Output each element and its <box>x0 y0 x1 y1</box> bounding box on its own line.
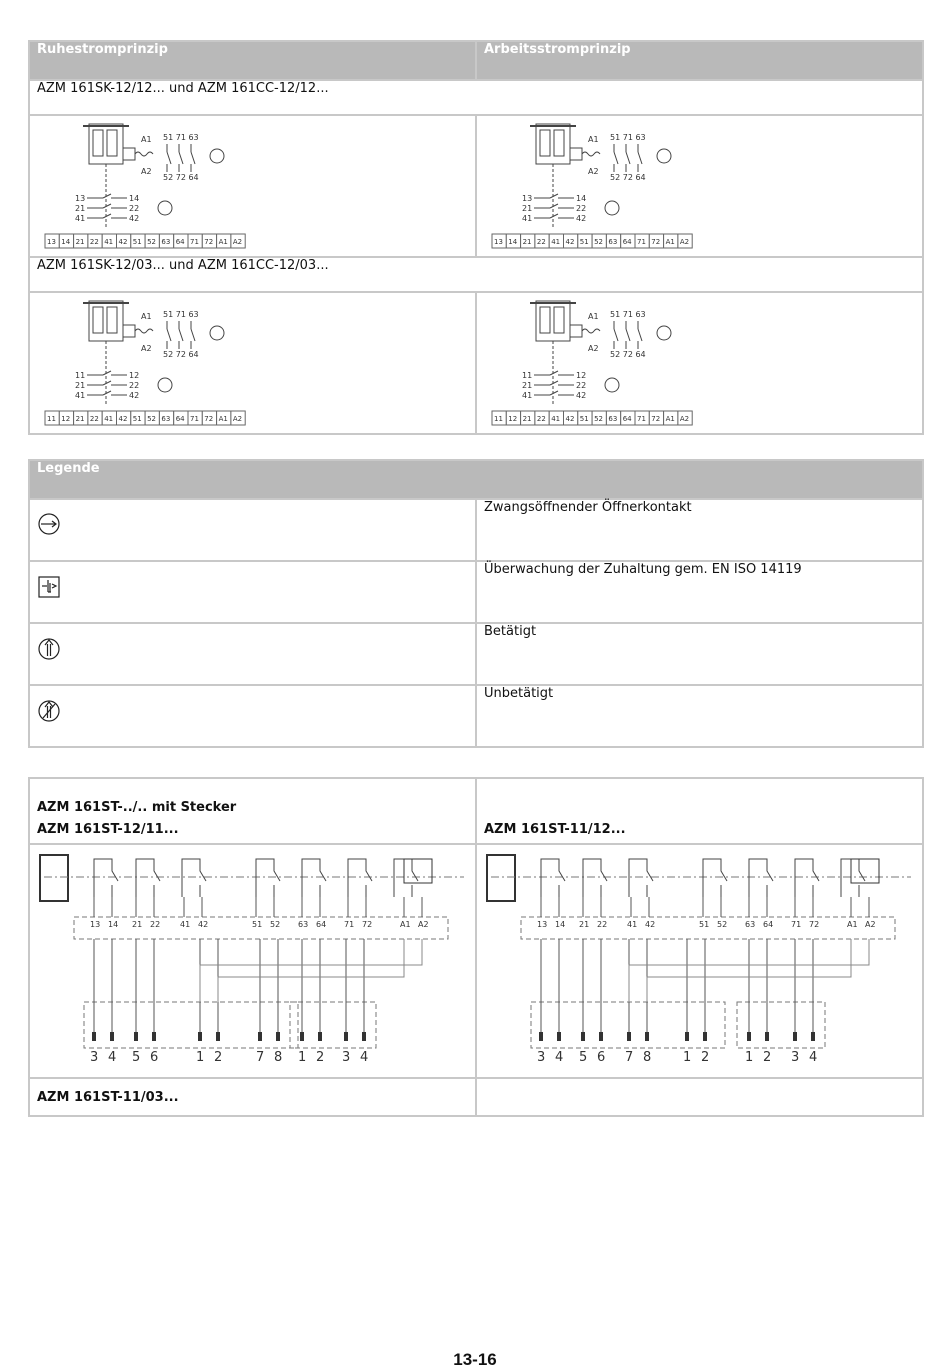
terminal-label: 72 <box>651 238 661 246</box>
terminal-label: 21 <box>75 238 85 246</box>
pin-label: 6 <box>150 1050 159 1065</box>
terminal-label: 71 <box>791 920 802 929</box>
pin <box>258 1032 262 1041</box>
contact-terminal-label: 11 <box>522 371 533 380</box>
terminal-label: 71 <box>637 415 646 423</box>
contact <box>348 859 372 897</box>
pin-label: 5 <box>579 1050 588 1065</box>
connector-bottom-left-label: AZM 161ST-11/03... <box>29 1078 476 1116</box>
contacts-bottom-label: 52 72 64 <box>610 173 646 182</box>
connector-block <box>737 1002 825 1048</box>
contacts-bottom-label: 52 72 64 <box>163 350 199 359</box>
terminal-label: 51 <box>579 238 589 246</box>
coil-wire <box>200 939 422 1002</box>
state-symbol <box>605 201 619 215</box>
terminal-label: 52 <box>270 920 281 929</box>
legend-text-positive-break: Zwangsöffnender Öffnerkontakt <box>476 499 923 561</box>
actuator-slot <box>93 307 103 333</box>
coil-a1-label: A1 <box>141 135 152 144</box>
contact-blade <box>191 152 195 164</box>
terminal-label: 64 <box>622 238 632 246</box>
terminal-label: 22 <box>536 415 546 423</box>
terminal-label: 71 <box>190 415 199 423</box>
connector-right-label-cell <box>476 778 923 844</box>
terminal-label: 41 <box>627 920 638 929</box>
terminal-label: 42 <box>645 920 656 929</box>
connector-wiring-diagram-right <box>481 847 917 1073</box>
terminal-label: A2 <box>232 415 243 423</box>
coil <box>570 148 582 160</box>
coil-spring <box>135 329 153 333</box>
terminal-label: 22 <box>536 238 546 246</box>
contact-diagram-arbeit-12-03 <box>484 293 714 429</box>
pin <box>581 1032 585 1041</box>
terminal-label: 41 <box>104 415 114 423</box>
pin-label: 4 <box>555 1050 564 1065</box>
pin-label: 3 <box>791 1050 800 1065</box>
terminal-label: 63 <box>161 415 171 423</box>
terminal-label: 41 <box>551 238 561 246</box>
connector-left-label: AZM 161ST-12/11... <box>37 822 179 837</box>
terminal-label: 22 <box>150 920 161 929</box>
contact-terminal-label: 42 <box>129 391 140 400</box>
terminal-label: 14 <box>108 920 119 929</box>
contact-blade <box>550 371 558 375</box>
contact-terminal-label: 42 <box>576 214 587 223</box>
contact-terminal-label: 11 <box>75 371 86 380</box>
pin <box>539 1032 543 1041</box>
terminal-label: 13 <box>47 238 56 246</box>
terminal-label: 42 <box>565 415 575 423</box>
connector-title-cell <box>29 778 476 844</box>
contact-diagram-ruhe-12-12 <box>37 116 267 252</box>
coil-spring <box>135 152 153 156</box>
contact-terminal-label: 21 <box>75 204 86 213</box>
terminal-label: 41 <box>551 415 561 423</box>
actuated-icon <box>37 636 63 662</box>
coil-a1-label: A1 <box>141 312 152 321</box>
terminal-label: A1 <box>218 415 228 423</box>
contact-diagram-ruhe-12-03 <box>37 293 267 429</box>
state-symbol <box>657 326 671 340</box>
pin <box>811 1032 815 1041</box>
terminal-label: A2 <box>679 415 690 423</box>
terminal-label: 51 <box>132 415 142 423</box>
contact-terminal-label: 21 <box>75 381 86 390</box>
diagram-cell-ruhe-12-03 <box>29 292 476 434</box>
terminal-label: A1 <box>665 238 675 246</box>
legend-text-betaetigt: Betätigt <box>476 623 923 685</box>
terminal-label: 11 <box>494 415 503 423</box>
contact-blade <box>614 329 618 341</box>
coil-spring <box>582 329 600 333</box>
state-symbol <box>158 201 172 215</box>
coil-wire <box>218 939 404 1002</box>
pin <box>627 1032 631 1041</box>
terminal-label: 13 <box>90 920 101 929</box>
contact-blade <box>103 371 111 375</box>
pin <box>645 1032 649 1041</box>
terminal-label: 64 <box>763 920 774 929</box>
contact-blade <box>550 381 558 385</box>
diagram-cell-ruhe-12-12 <box>29 115 476 257</box>
state-symbol <box>210 149 224 163</box>
contact-terminal-label: 22 <box>576 204 587 213</box>
coil <box>570 325 582 337</box>
contact <box>749 859 773 897</box>
pin-label: 7 <box>625 1050 634 1065</box>
page-number: 13-16 <box>453 1350 497 1369</box>
terminal-label: 42 <box>565 238 575 246</box>
diagram-cell-arbeit-12-03 <box>476 292 923 434</box>
terminal-label: 63 <box>608 238 618 246</box>
contact-terminal-label: 14 <box>576 194 587 203</box>
contact <box>703 859 727 897</box>
terminal-label: 13 <box>494 238 503 246</box>
pin <box>599 1032 603 1041</box>
legend-icon-cell <box>29 561 476 623</box>
contact-blade <box>638 329 642 341</box>
pin-label: 4 <box>108 1050 117 1065</box>
pin <box>110 1032 114 1041</box>
pin-label: 4 <box>360 1050 369 1065</box>
terminal-label: 63 <box>298 920 309 929</box>
terminal-label: 63 <box>608 415 618 423</box>
pin-label: 3 <box>90 1050 99 1065</box>
terminal-label: 22 <box>89 415 99 423</box>
row-label-12-12: AZM 161SK-12/12... und AZM 161CC-12/12... <box>29 80 923 115</box>
contact-blade <box>179 152 183 164</box>
terminal-label: A2 <box>232 238 243 246</box>
legend-table <box>28 459 924 748</box>
terminal-label: 52 <box>594 415 604 423</box>
pin-label: 3 <box>342 1050 351 1065</box>
pin-label: 5 <box>132 1050 141 1065</box>
terminal-label: A2 <box>418 920 429 929</box>
terminal-label: 72 <box>362 920 373 929</box>
actuator-slot <box>107 130 117 156</box>
connector-block <box>290 1002 376 1048</box>
terminal-label: 41 <box>104 238 114 246</box>
terminal-label: 14 <box>508 238 518 246</box>
actuator-slot <box>554 307 564 333</box>
pin-label: 1 <box>196 1050 205 1065</box>
pin-label: 2 <box>214 1050 223 1065</box>
terminal-label: 52 <box>147 238 157 246</box>
terminal-label: 41 <box>180 920 191 929</box>
terminal-label: 52 <box>594 238 604 246</box>
connector-bottom-right-empty <box>476 1078 923 1116</box>
not-actuated-icon <box>37 698 63 724</box>
contact-blade <box>614 152 618 164</box>
terminal-label: 52 <box>147 415 157 423</box>
terminal-label: 51 <box>699 920 710 929</box>
terminal-label: 21 <box>132 920 143 929</box>
terminal-label: 64 <box>175 238 185 246</box>
coil <box>851 859 879 883</box>
contact <box>629 859 653 897</box>
coil <box>123 325 135 337</box>
contact-blade <box>103 194 111 198</box>
legend-header: Legende <box>29 460 923 499</box>
terminal-label: 11 <box>47 415 56 423</box>
contact-blade <box>191 329 195 341</box>
contact <box>583 859 607 897</box>
coil <box>123 148 135 160</box>
terminal-label: A1 <box>218 238 228 246</box>
contact <box>302 859 326 897</box>
contact-blade <box>167 329 171 341</box>
terminal-label: 21 <box>75 415 85 423</box>
contact-terminal-label: 41 <box>75 391 86 400</box>
legend-icon-cell <box>29 685 476 747</box>
contacts-top-label: 51 71 63 <box>610 133 646 142</box>
pin-label: 2 <box>763 1050 772 1065</box>
terminal-label: A1 <box>847 920 858 929</box>
legend-text-unbetaetigt: Unbetätigt <box>476 685 923 747</box>
coil-a2-label: A2 <box>588 344 599 353</box>
contact <box>541 859 565 897</box>
pin <box>747 1032 751 1041</box>
terminal-label: 42 <box>118 238 128 246</box>
terminal-label: 72 <box>809 920 820 929</box>
contact-blade <box>179 329 183 341</box>
contact-blade <box>103 214 111 218</box>
interlock-monitoring-icon <box>37 574 63 600</box>
pin <box>198 1032 202 1041</box>
terminal-label: 72 <box>651 415 661 423</box>
contacts-bottom-label: 52 72 64 <box>163 173 199 182</box>
terminal-label: 13 <box>537 920 548 929</box>
actuator-head <box>40 855 68 901</box>
terminal-label: 72 <box>204 238 214 246</box>
contact-blade <box>550 214 558 218</box>
pin <box>92 1032 96 1041</box>
contact-terminal-label: 42 <box>129 214 140 223</box>
contact <box>94 859 118 897</box>
legend-text-interlock: Überwachung der Zuhaltung gem. EN ISO 14119 <box>476 561 923 623</box>
actuator-slot <box>554 130 564 156</box>
pin <box>703 1032 707 1041</box>
contact-terminal-label: 22 <box>129 381 140 390</box>
contact-terminal-label: 42 <box>576 391 587 400</box>
terminal-label: 51 <box>132 238 142 246</box>
contact-terminal-label: 13 <box>75 194 86 203</box>
terminal-label: 12 <box>508 415 518 423</box>
contacts-bottom-label: 52 72 64 <box>610 350 646 359</box>
diagram-cell-arbeit-12-12 <box>476 115 923 257</box>
pin-label: 1 <box>683 1050 692 1065</box>
terminal-label: 22 <box>89 238 99 246</box>
terminal-label: 21 <box>579 920 590 929</box>
contact <box>136 859 160 897</box>
pin <box>765 1032 769 1041</box>
pin-label: 8 <box>274 1050 283 1065</box>
terminal-label: 51 <box>252 920 263 929</box>
contact-diagram-arbeit-12-12 <box>484 116 714 252</box>
contact-blade <box>626 152 630 164</box>
pin-label: 3 <box>537 1050 546 1065</box>
contact-blade <box>550 204 558 208</box>
contact-blade <box>167 152 171 164</box>
terminal-label: 21 <box>522 238 532 246</box>
legend-icon-cell <box>29 623 476 685</box>
contact-terminal-label: 12 <box>129 371 140 380</box>
pin <box>318 1032 322 1041</box>
pin <box>134 1032 138 1041</box>
contact <box>841 859 865 897</box>
connector-table <box>28 777 924 1117</box>
contacts-top-label: 51 71 63 <box>163 133 199 142</box>
contact-terminal-label: 41 <box>522 214 533 223</box>
terminal-label: 42 <box>198 920 209 929</box>
header-ruhestromprinzip: Ruhestromprinzip <box>29 41 476 80</box>
contact-blade <box>103 391 111 395</box>
terminal-label: 64 <box>175 415 185 423</box>
contacts-top-label: 51 71 63 <box>163 310 199 319</box>
contact-terminal-label: 41 <box>75 214 86 223</box>
contact-blade <box>550 391 558 395</box>
contacts-top-label: 51 71 63 <box>610 310 646 319</box>
contact <box>182 859 206 897</box>
pin <box>793 1032 797 1041</box>
pin-label: 1 <box>298 1050 307 1065</box>
terminal-label: 64 <box>316 920 327 929</box>
contact <box>256 859 280 897</box>
pin <box>216 1032 220 1041</box>
wiring-cell-left <box>29 844 476 1078</box>
pin-label: 2 <box>701 1050 710 1065</box>
contact-terminal-label: 21 <box>522 204 533 213</box>
connector-right-label: AZM 161ST-11/12... <box>484 822 626 837</box>
terminal-label: 63 <box>161 238 171 246</box>
terminal-label: A1 <box>400 920 411 929</box>
state-symbol <box>657 149 671 163</box>
terminal-label: 71 <box>344 920 355 929</box>
terminal-label: A2 <box>865 920 876 929</box>
pin <box>276 1032 280 1041</box>
contact-blade <box>638 152 642 164</box>
terminal-label: 63 <box>745 920 756 929</box>
pin <box>152 1032 156 1041</box>
pin-label: 2 <box>316 1050 325 1065</box>
contact-terminal-label: 13 <box>522 194 533 203</box>
wiring-cell-right <box>476 844 923 1078</box>
coil-a2-label: A2 <box>141 167 152 176</box>
terminal-label: 14 <box>555 920 566 929</box>
terminal-label: 71 <box>190 238 199 246</box>
terminal-label: 52 <box>717 920 728 929</box>
positive-break-icon <box>37 512 63 538</box>
terminal-label: 12 <box>61 415 71 423</box>
terminal-label: 71 <box>637 238 646 246</box>
pin-label: 7 <box>256 1050 265 1065</box>
terminal-label: A1 <box>665 415 675 423</box>
terminal-label: A2 <box>679 238 690 246</box>
pin-label: 6 <box>597 1050 606 1065</box>
pin-label: 4 <box>809 1050 818 1065</box>
pin <box>557 1032 561 1041</box>
contact-blade <box>626 329 630 341</box>
connector-wiring-diagram-left <box>34 847 470 1073</box>
coil-spring <box>582 152 600 156</box>
coil-a2-label: A2 <box>588 167 599 176</box>
contact-terminal-label: 22 <box>576 381 587 390</box>
contact-terminal-label: 12 <box>576 371 587 380</box>
terminal-label: 14 <box>61 238 71 246</box>
terminal-label: 42 <box>118 415 128 423</box>
connector-block <box>84 1002 298 1048</box>
pin-label: 1 <box>745 1050 754 1065</box>
terminal-label: 64 <box>622 415 632 423</box>
pin-label: 8 <box>643 1050 652 1065</box>
terminal-label: 51 <box>579 415 589 423</box>
coil-a2-label: A2 <box>141 344 152 353</box>
coil-a1-label: A1 <box>588 135 599 144</box>
wiring-principle-table <box>28 40 924 435</box>
row-label-12-03: AZM 161SK-12/03... und AZM 161CC-12/03... <box>29 257 923 292</box>
actuator-slot <box>93 130 103 156</box>
terminal-label: 22 <box>597 920 608 929</box>
actuator-slot <box>540 130 550 156</box>
contact-terminal-label: 14 <box>129 194 140 203</box>
contact-blade <box>550 194 558 198</box>
pin <box>362 1032 366 1041</box>
pin <box>344 1032 348 1041</box>
actuator-head <box>487 855 515 901</box>
contact-blade <box>103 204 111 208</box>
contact <box>795 859 819 897</box>
connector-title: AZM 161ST-../.. mit Stecker <box>37 800 237 815</box>
actuator-slot <box>540 307 550 333</box>
state-symbol <box>605 378 619 392</box>
contact-blade <box>103 381 111 385</box>
contact <box>394 859 418 897</box>
connector-block <box>531 1002 725 1048</box>
state-symbol <box>210 326 224 340</box>
contact-terminal-label: 22 <box>129 204 140 213</box>
legend-icon-cell <box>29 499 476 561</box>
terminal-label: 72 <box>204 415 214 423</box>
coil <box>404 859 432 883</box>
header-arbeitsstromprinzip: Arbeitsstromprinzip <box>476 41 923 80</box>
actuator-slot <box>107 307 117 333</box>
pin <box>300 1032 304 1041</box>
coil-a1-label: A1 <box>588 312 599 321</box>
state-symbol <box>158 378 172 392</box>
terminal-label: 21 <box>522 415 532 423</box>
contact-terminal-label: 41 <box>522 391 533 400</box>
pin <box>685 1032 689 1041</box>
contact-terminal-label: 21 <box>522 381 533 390</box>
